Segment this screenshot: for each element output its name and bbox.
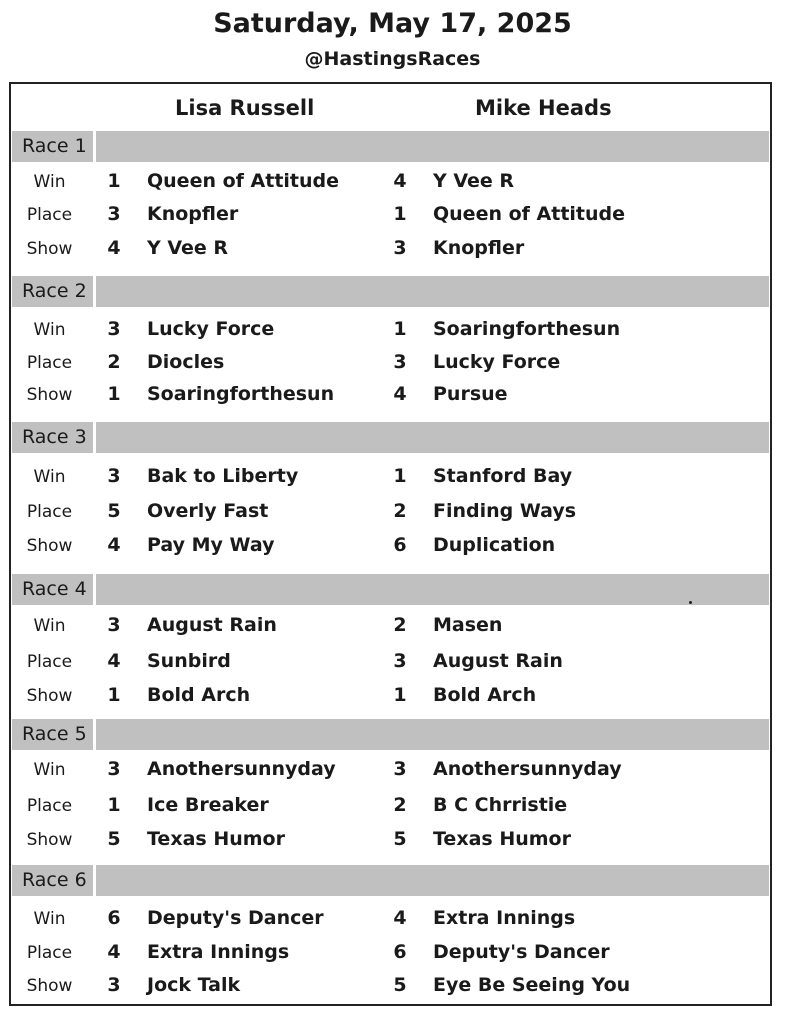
mike-horse-name: Masen bbox=[433, 614, 503, 636]
lisa-program-number: 3 bbox=[107, 758, 121, 780]
race-header-bar bbox=[12, 574, 769, 605]
mike-program-number: 1 bbox=[393, 318, 407, 340]
race-block bbox=[12, 865, 769, 1001]
mike-horse-name: Anothersunnyday bbox=[433, 758, 622, 780]
lisa-horse-name: Sunbird bbox=[147, 650, 231, 672]
pick-position: Place bbox=[26, 943, 73, 963]
lisa-horse-name: Anothersunnyday bbox=[147, 758, 336, 780]
pick-position: Win bbox=[33, 760, 66, 780]
pick-position: Win bbox=[33, 616, 66, 636]
page-title: Saturday, May 17, 2025 bbox=[213, 8, 572, 39]
races-container bbox=[12, 131, 769, 1001]
pick-row bbox=[12, 345, 769, 377]
pick-position: Win bbox=[33, 467, 66, 487]
lisa-horse-name: Queen of Attitude bbox=[147, 170, 340, 192]
pick-position: Place bbox=[26, 205, 73, 225]
lisa-horse-name: Jock Talk bbox=[147, 974, 241, 996]
race-label: Race 4 bbox=[12, 574, 96, 605]
race-label: Race 2 bbox=[12, 276, 96, 307]
mike-horse-name: Y Vee R bbox=[433, 170, 515, 192]
mike-horse-name: Stanford Bay bbox=[433, 465, 573, 487]
pick-row bbox=[12, 752, 769, 788]
mike-program-number: 5 bbox=[393, 828, 407, 850]
mike-program-number: 6 bbox=[393, 941, 407, 963]
lisa-program-number: 5 bbox=[107, 828, 121, 850]
page-subtitle: @HastingsRaces bbox=[304, 48, 481, 70]
mike-program-number: 3 bbox=[393, 351, 407, 373]
pick-row bbox=[12, 312, 769, 345]
race-label: Race 6 bbox=[12, 865, 96, 896]
mike-horse-name: Deputy's Dancer bbox=[433, 941, 610, 963]
pick-position: Place bbox=[26, 502, 73, 522]
lisa-program-number: 2 bbox=[107, 351, 121, 373]
pick-position: Place bbox=[26, 652, 73, 672]
lisa-horse-name: Lucky Force bbox=[147, 318, 275, 340]
lisa-horse-name: Texas Humor bbox=[147, 828, 285, 850]
lisa-program-number: 4 bbox=[107, 237, 121, 259]
handicapper-2-name: Mike Heads bbox=[475, 96, 612, 120]
lisa-horse-name: Pay My Way bbox=[147, 534, 275, 556]
mike-program-number: 1 bbox=[393, 465, 407, 487]
race-block bbox=[12, 276, 769, 422]
lisa-program-number: 4 bbox=[107, 534, 121, 556]
pick-position: Show bbox=[26, 830, 73, 850]
lisa-program-number: 4 bbox=[107, 650, 121, 672]
pick-position: Win bbox=[33, 172, 66, 192]
lisa-program-number: 3 bbox=[107, 465, 121, 487]
race-block bbox=[12, 719, 769, 865]
race-header-bar bbox=[12, 276, 769, 307]
column-header-row bbox=[12, 84, 769, 131]
lisa-program-number: 3 bbox=[107, 974, 121, 996]
mike-horse-name: Pursue bbox=[433, 383, 508, 405]
pick-row bbox=[12, 678, 769, 711]
pick-row bbox=[12, 377, 769, 410]
pick-position: Win bbox=[33, 320, 66, 340]
race-label: Race 3 bbox=[12, 422, 96, 453]
mike-horse-name: Duplication bbox=[433, 534, 556, 556]
mike-program-number: 3 bbox=[393, 758, 407, 780]
mike-program-number: 5 bbox=[393, 974, 407, 996]
pick-row bbox=[12, 935, 769, 968]
mike-horse-name: Finding Ways bbox=[433, 500, 577, 522]
mike-program-number: 1 bbox=[393, 203, 407, 225]
lisa-horse-name: Extra Innings bbox=[147, 941, 290, 963]
pick-position: Show bbox=[26, 385, 73, 405]
picks-sheet bbox=[9, 82, 772, 1006]
mike-horse-name: Bold Arch bbox=[433, 684, 537, 706]
pick-row bbox=[12, 197, 769, 231]
mike-program-number: 4 bbox=[393, 907, 407, 929]
pick-row bbox=[12, 494, 769, 528]
race-block bbox=[12, 131, 769, 276]
mike-horse-name: Eye Be Seeing You bbox=[433, 974, 631, 996]
mike-program-number: 2 bbox=[393, 614, 407, 636]
lisa-program-number: 1 bbox=[107, 383, 121, 405]
pick-row bbox=[12, 644, 769, 678]
pick-row bbox=[12, 528, 769, 559]
mike-program-number: 1 bbox=[393, 684, 407, 706]
pick-row bbox=[12, 822, 769, 855]
lisa-program-number: 3 bbox=[107, 318, 121, 340]
pick-position: Place bbox=[26, 353, 73, 373]
pick-row bbox=[12, 459, 769, 494]
mike-horse-name: Soaringforthesun bbox=[433, 318, 621, 340]
lisa-program-number: 1 bbox=[107, 684, 121, 706]
lisa-horse-name: Knopfler bbox=[147, 203, 239, 225]
lisa-horse-name: Ice Breaker bbox=[147, 794, 269, 816]
race-header-bar bbox=[12, 131, 769, 162]
mike-program-number: 3 bbox=[393, 650, 407, 672]
race-header-bar bbox=[12, 865, 769, 896]
pick-row bbox=[12, 608, 769, 644]
mike-program-number: 4 bbox=[393, 170, 407, 192]
lisa-program-number: 6 bbox=[107, 907, 121, 929]
lisa-horse-name: Bak to Liberty bbox=[147, 465, 299, 487]
pick-row bbox=[12, 901, 769, 935]
race-block bbox=[12, 574, 769, 719]
pick-position: Show bbox=[26, 686, 73, 706]
lisa-program-number: 1 bbox=[107, 170, 121, 192]
race-header-bar bbox=[12, 719, 769, 750]
pick-position: Win bbox=[33, 909, 66, 929]
lisa-program-number: 3 bbox=[107, 203, 121, 225]
pick-position: Show bbox=[26, 239, 73, 259]
pick-position: Show bbox=[26, 536, 73, 556]
pick-position: Place bbox=[26, 796, 73, 816]
race-label: Race 5 bbox=[12, 719, 96, 750]
mike-horse-name: B C Chrristie bbox=[433, 794, 568, 816]
lisa-program-number: 5 bbox=[107, 500, 121, 522]
mike-horse-name: Extra Innings bbox=[433, 907, 576, 929]
lisa-horse-name: Y Vee R bbox=[147, 237, 229, 259]
pick-position: Show bbox=[26, 976, 73, 996]
pick-row bbox=[12, 788, 769, 822]
mike-horse-name: Knopfler bbox=[433, 237, 525, 259]
mike-horse-name: August Rain bbox=[433, 650, 563, 672]
mike-program-number: 2 bbox=[393, 500, 407, 522]
race-header-bar bbox=[12, 422, 769, 453]
lisa-horse-name: Soaringforthesun bbox=[147, 383, 335, 405]
lisa-horse-name: August Rain bbox=[147, 614, 277, 636]
lisa-horse-name: Diocles bbox=[147, 351, 225, 373]
mike-horse-name: Texas Humor bbox=[433, 828, 571, 850]
lisa-horse-name: Bold Arch bbox=[147, 684, 251, 706]
pick-row bbox=[12, 968, 769, 1001]
mike-program-number: 4 bbox=[393, 383, 407, 405]
race-block bbox=[12, 422, 769, 574]
mike-program-number: 6 bbox=[393, 534, 407, 556]
pick-row bbox=[12, 231, 769, 263]
stray-dot bbox=[689, 601, 692, 604]
lisa-horse-name: Overly Fast bbox=[147, 500, 269, 522]
mike-program-number: 3 bbox=[393, 237, 407, 259]
race-label: Race 1 bbox=[12, 131, 96, 162]
mike-horse-name: Lucky Force bbox=[433, 351, 561, 373]
pick-row bbox=[12, 164, 769, 197]
lisa-horse-name: Deputy's Dancer bbox=[147, 907, 324, 929]
lisa-program-number: 3 bbox=[107, 614, 121, 636]
mike-horse-name: Queen of Attitude bbox=[433, 203, 626, 225]
lisa-program-number: 4 bbox=[107, 941, 121, 963]
mike-program-number: 2 bbox=[393, 794, 407, 816]
handicapper-1-name: Lisa Russell bbox=[175, 96, 315, 120]
lisa-program-number: 1 bbox=[107, 794, 121, 816]
